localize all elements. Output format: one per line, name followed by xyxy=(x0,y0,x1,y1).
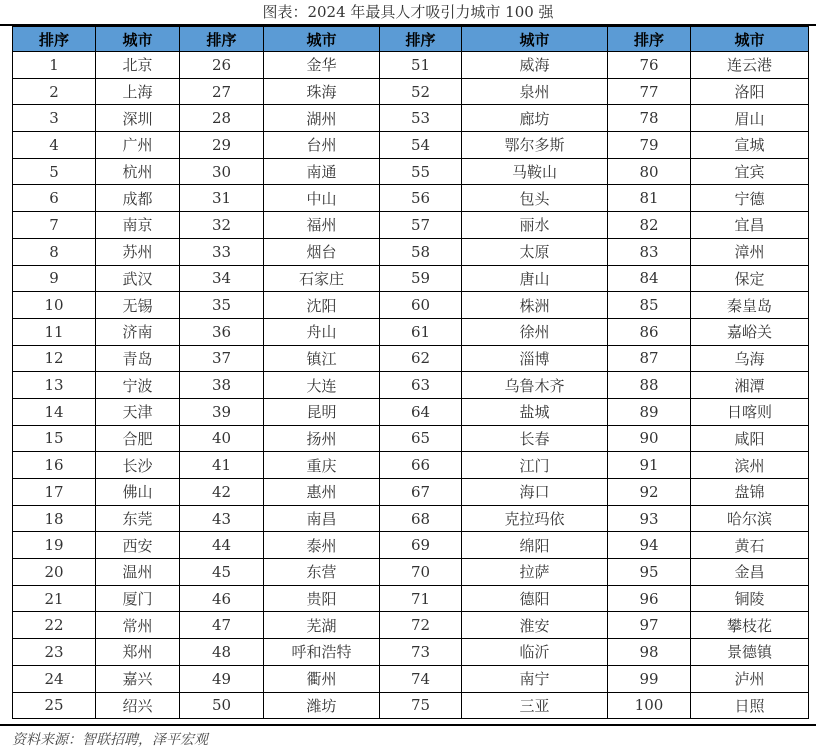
rank-cell: 39 xyxy=(180,398,264,425)
city-cell: 贵阳 xyxy=(264,585,380,612)
rank-cell: 65 xyxy=(380,425,462,452)
rank-cell: 19 xyxy=(13,532,96,559)
table-row xyxy=(13,639,809,666)
rank-cell: 91 xyxy=(608,452,691,479)
rank-cell: 9 xyxy=(13,265,96,292)
city-cell: 惠州 xyxy=(264,479,380,506)
city-cell: 潍坊 xyxy=(264,692,380,719)
city-cell: 攀枝花 xyxy=(691,612,809,639)
city-cell: 重庆 xyxy=(264,452,380,479)
rank-cell: 20 xyxy=(13,559,96,586)
rank-cell: 57 xyxy=(380,212,462,239)
city-cell: 衢州 xyxy=(264,665,380,692)
city-cell: 长沙 xyxy=(96,452,180,479)
rank-cell: 45 xyxy=(180,559,264,586)
rank-cell: 40 xyxy=(180,425,264,452)
city-cell: 天津 xyxy=(96,398,180,425)
city-cell: 温州 xyxy=(96,559,180,586)
city-cell: 舟山 xyxy=(264,318,380,345)
city-cell: 盐城 xyxy=(462,398,608,425)
table-row xyxy=(13,505,809,532)
header-city: 城市 xyxy=(691,27,809,52)
rank-cell: 48 xyxy=(180,639,264,666)
header-row xyxy=(13,27,809,52)
rank-cell: 55 xyxy=(380,158,462,185)
city-cell: 黄石 xyxy=(691,532,809,559)
bottom-rule xyxy=(0,724,816,726)
rank-cell: 24 xyxy=(13,665,96,692)
city-cell: 嘉峪关 xyxy=(691,318,809,345)
table-row xyxy=(13,612,809,639)
city-cell: 廊坊 xyxy=(462,105,608,132)
rank-cell: 36 xyxy=(180,318,264,345)
city-cell: 乌鲁木齐 xyxy=(462,372,608,399)
rank-cell: 68 xyxy=(380,505,462,532)
city-cell: 东营 xyxy=(264,559,380,586)
city-cell: 南京 xyxy=(96,212,180,239)
table-row xyxy=(13,559,809,586)
header-city: 城市 xyxy=(264,27,380,52)
rank-cell: 16 xyxy=(13,452,96,479)
table-row xyxy=(13,479,809,506)
city-cell: 武汉 xyxy=(96,265,180,292)
table-row xyxy=(13,265,809,292)
table-row xyxy=(13,372,809,399)
rank-cell: 64 xyxy=(380,398,462,425)
city-cell: 南昌 xyxy=(264,505,380,532)
rank-cell: 87 xyxy=(608,345,691,372)
rank-cell: 43 xyxy=(180,505,264,532)
city-cell: 扬州 xyxy=(264,425,380,452)
rank-cell: 34 xyxy=(180,265,264,292)
city-cell: 宁德 xyxy=(691,185,809,212)
city-cell: 成都 xyxy=(96,185,180,212)
city-cell: 绍兴 xyxy=(96,692,180,719)
city-cell: 三亚 xyxy=(462,692,608,719)
rank-cell: 62 xyxy=(380,345,462,372)
rank-cell: 21 xyxy=(13,585,96,612)
city-cell: 宜昌 xyxy=(691,212,809,239)
rank-cell: 8 xyxy=(13,238,96,265)
city-cell: 佛山 xyxy=(96,479,180,506)
rank-cell: 23 xyxy=(13,639,96,666)
city-cell: 盘锦 xyxy=(691,479,809,506)
city-cell: 上海 xyxy=(96,78,180,105)
city-cell: 保定 xyxy=(691,265,809,292)
city-cell: 青岛 xyxy=(96,345,180,372)
rank-cell: 4 xyxy=(13,132,96,159)
rank-cell: 83 xyxy=(608,238,691,265)
city-cell: 北京 xyxy=(96,52,180,79)
rank-cell: 11 xyxy=(13,318,96,345)
table-row xyxy=(13,665,809,692)
city-cell: 郑州 xyxy=(96,639,180,666)
city-cell: 威海 xyxy=(462,52,608,79)
city-cell: 金华 xyxy=(264,52,380,79)
table-row xyxy=(13,105,809,132)
rank-cell: 86 xyxy=(608,318,691,345)
city-cell: 泸州 xyxy=(691,665,809,692)
rank-cell: 37 xyxy=(180,345,264,372)
city-cell: 呼和浩特 xyxy=(264,639,380,666)
rank-cell: 56 xyxy=(380,185,462,212)
city-cell: 济南 xyxy=(96,318,180,345)
city-cell: 宜宾 xyxy=(691,158,809,185)
table-row xyxy=(13,345,809,372)
rank-cell: 31 xyxy=(180,185,264,212)
table-row xyxy=(13,238,809,265)
rank-cell: 33 xyxy=(180,238,264,265)
city-cell: 南宁 xyxy=(462,665,608,692)
rank-cell: 72 xyxy=(380,612,462,639)
city-cell: 淄博 xyxy=(462,345,608,372)
city-cell: 湖州 xyxy=(264,105,380,132)
rank-cell: 5 xyxy=(13,158,96,185)
city-cell: 大连 xyxy=(264,372,380,399)
city-cell: 泉州 xyxy=(462,78,608,105)
city-cell: 宣城 xyxy=(691,132,809,159)
rank-cell: 3 xyxy=(13,105,96,132)
city-cell: 泰州 xyxy=(264,532,380,559)
rank-cell: 80 xyxy=(608,158,691,185)
rank-cell: 51 xyxy=(380,52,462,79)
rank-cell: 76 xyxy=(608,52,691,79)
city-cell: 丽水 xyxy=(462,212,608,239)
table-row xyxy=(13,692,809,719)
rank-cell: 13 xyxy=(13,372,96,399)
city-cell: 杭州 xyxy=(96,158,180,185)
rank-cell: 58 xyxy=(380,238,462,265)
header-city: 城市 xyxy=(96,27,180,52)
city-cell: 株洲 xyxy=(462,292,608,319)
city-cell: 中山 xyxy=(264,185,380,212)
city-cell: 嘉兴 xyxy=(96,665,180,692)
rank-cell: 17 xyxy=(13,479,96,506)
city-cell: 长春 xyxy=(462,425,608,452)
city-cell: 眉山 xyxy=(691,105,809,132)
header-rank: 排序 xyxy=(180,27,264,52)
city-cell: 拉萨 xyxy=(462,559,608,586)
rank-cell: 59 xyxy=(380,265,462,292)
city-cell: 克拉玛依 xyxy=(462,505,608,532)
table-row xyxy=(13,292,809,319)
rank-cell: 84 xyxy=(608,265,691,292)
rank-cell: 99 xyxy=(608,665,691,692)
rank-cell: 50 xyxy=(180,692,264,719)
rank-cell: 47 xyxy=(180,612,264,639)
city-cell: 滨州 xyxy=(691,452,809,479)
table-row xyxy=(13,78,809,105)
table-title: 图表：2024 年最具人才吸引力城市 100 强 xyxy=(262,3,554,21)
rank-cell: 49 xyxy=(180,665,264,692)
city-cell: 秦皇岛 xyxy=(691,292,809,319)
rank-cell: 6 xyxy=(13,185,96,212)
rank-cell: 79 xyxy=(608,132,691,159)
rank-cell: 63 xyxy=(380,372,462,399)
rank-cell: 85 xyxy=(608,292,691,319)
rank-cell: 14 xyxy=(13,398,96,425)
rank-cell: 25 xyxy=(13,692,96,719)
city-cell: 西安 xyxy=(96,532,180,559)
rank-cell: 7 xyxy=(13,212,96,239)
city-cell: 昆明 xyxy=(264,398,380,425)
rank-cell: 35 xyxy=(180,292,264,319)
city-cell: 常州 xyxy=(96,612,180,639)
rank-cell: 69 xyxy=(380,532,462,559)
rank-cell: 42 xyxy=(180,479,264,506)
city-cell: 太原 xyxy=(462,238,608,265)
city-cell: 江门 xyxy=(462,452,608,479)
rank-cell: 96 xyxy=(608,585,691,612)
city-cell: 日喀则 xyxy=(691,398,809,425)
rank-cell: 22 xyxy=(13,612,96,639)
city-cell: 徐州 xyxy=(462,318,608,345)
rank-cell: 67 xyxy=(380,479,462,506)
header-rank: 排序 xyxy=(13,27,96,52)
rank-cell: 71 xyxy=(380,585,462,612)
rank-cell: 46 xyxy=(180,585,264,612)
city-cell: 沈阳 xyxy=(264,292,380,319)
city-cell: 台州 xyxy=(264,132,380,159)
table-row xyxy=(13,132,809,159)
rank-cell: 53 xyxy=(380,105,462,132)
rank-cell: 95 xyxy=(608,559,691,586)
city-cell: 福州 xyxy=(264,212,380,239)
table-row xyxy=(13,212,809,239)
rank-cell: 82 xyxy=(608,212,691,239)
header-city: 城市 xyxy=(462,27,608,52)
rank-cell: 29 xyxy=(180,132,264,159)
rank-cell: 27 xyxy=(180,78,264,105)
city-cell: 湘潭 xyxy=(691,372,809,399)
city-cell: 厦门 xyxy=(96,585,180,612)
table-row xyxy=(13,452,809,479)
rank-cell: 61 xyxy=(380,318,462,345)
table-row xyxy=(13,425,809,452)
rank-cell: 94 xyxy=(608,532,691,559)
city-cell: 德阳 xyxy=(462,585,608,612)
city-cell: 石家庄 xyxy=(264,265,380,292)
city-cell: 马鞍山 xyxy=(462,158,608,185)
city-cell: 连云港 xyxy=(691,52,809,79)
rank-cell: 30 xyxy=(180,158,264,185)
rank-cell: 70 xyxy=(380,559,462,586)
rank-cell: 1 xyxy=(13,52,96,79)
rank-cell: 74 xyxy=(380,665,462,692)
rank-cell: 12 xyxy=(13,345,96,372)
rank-cell: 15 xyxy=(13,425,96,452)
table-row xyxy=(13,158,809,185)
city-cell: 合肥 xyxy=(96,425,180,452)
city-cell: 芜湖 xyxy=(264,612,380,639)
city-cell: 乌海 xyxy=(691,345,809,372)
header-rank: 排序 xyxy=(380,27,462,52)
rank-cell: 54 xyxy=(380,132,462,159)
rank-cell: 28 xyxy=(180,105,264,132)
table-row xyxy=(13,52,809,79)
city-cell: 金昌 xyxy=(691,559,809,586)
table-row xyxy=(13,185,809,212)
rank-cell: 97 xyxy=(608,612,691,639)
city-cell: 广州 xyxy=(96,132,180,159)
city-cell: 东莞 xyxy=(96,505,180,532)
city-cell: 宁波 xyxy=(96,372,180,399)
city-cell: 南通 xyxy=(264,158,380,185)
rank-cell: 18 xyxy=(13,505,96,532)
rank-cell: 89 xyxy=(608,398,691,425)
rank-cell: 38 xyxy=(180,372,264,399)
header-rank: 排序 xyxy=(608,27,691,52)
rank-cell: 73 xyxy=(380,639,462,666)
table-row xyxy=(13,398,809,425)
rank-cell: 44 xyxy=(180,532,264,559)
rank-cell: 81 xyxy=(608,185,691,212)
rank-cell: 41 xyxy=(180,452,264,479)
rank-cell: 66 xyxy=(380,452,462,479)
rank-cell: 92 xyxy=(608,479,691,506)
city-cell: 珠海 xyxy=(264,78,380,105)
city-cell: 深圳 xyxy=(96,105,180,132)
rank-cell: 10 xyxy=(13,292,96,319)
rank-cell: 93 xyxy=(608,505,691,532)
city-cell: 淮安 xyxy=(462,612,608,639)
city-cell: 包头 xyxy=(462,185,608,212)
city-cell: 临沂 xyxy=(462,639,608,666)
city-cell: 海口 xyxy=(462,479,608,506)
city-cell: 洛阳 xyxy=(691,78,809,105)
rank-cell: 60 xyxy=(380,292,462,319)
city-ranking-table xyxy=(12,26,809,719)
city-cell: 哈尔滨 xyxy=(691,505,809,532)
table-row xyxy=(13,318,809,345)
city-cell: 日照 xyxy=(691,692,809,719)
rank-cell: 100 xyxy=(608,692,691,719)
city-cell: 绵阳 xyxy=(462,532,608,559)
city-cell: 无锡 xyxy=(96,292,180,319)
city-cell: 铜陵 xyxy=(691,585,809,612)
city-cell: 苏州 xyxy=(96,238,180,265)
rank-cell: 52 xyxy=(380,78,462,105)
city-cell: 咸阳 xyxy=(691,425,809,452)
rank-cell: 78 xyxy=(608,105,691,132)
city-cell: 唐山 xyxy=(462,265,608,292)
rank-cell: 98 xyxy=(608,639,691,666)
rank-cell: 32 xyxy=(180,212,264,239)
table-row xyxy=(13,585,809,612)
city-cell: 鄂尔多斯 xyxy=(462,132,608,159)
rank-cell: 90 xyxy=(608,425,691,452)
table-body xyxy=(13,52,809,719)
rank-cell: 26 xyxy=(180,52,264,79)
city-cell: 镇江 xyxy=(264,345,380,372)
rank-cell: 88 xyxy=(608,372,691,399)
city-cell: 漳州 xyxy=(691,238,809,265)
rank-cell: 77 xyxy=(608,78,691,105)
city-cell: 景德镇 xyxy=(691,639,809,666)
table-row xyxy=(13,532,809,559)
rank-cell: 2 xyxy=(13,78,96,105)
rank-cell: 75 xyxy=(380,692,462,719)
city-cell: 烟台 xyxy=(264,238,380,265)
source-note: 资料来源：智联招聘，泽平宏观 xyxy=(12,732,208,748)
